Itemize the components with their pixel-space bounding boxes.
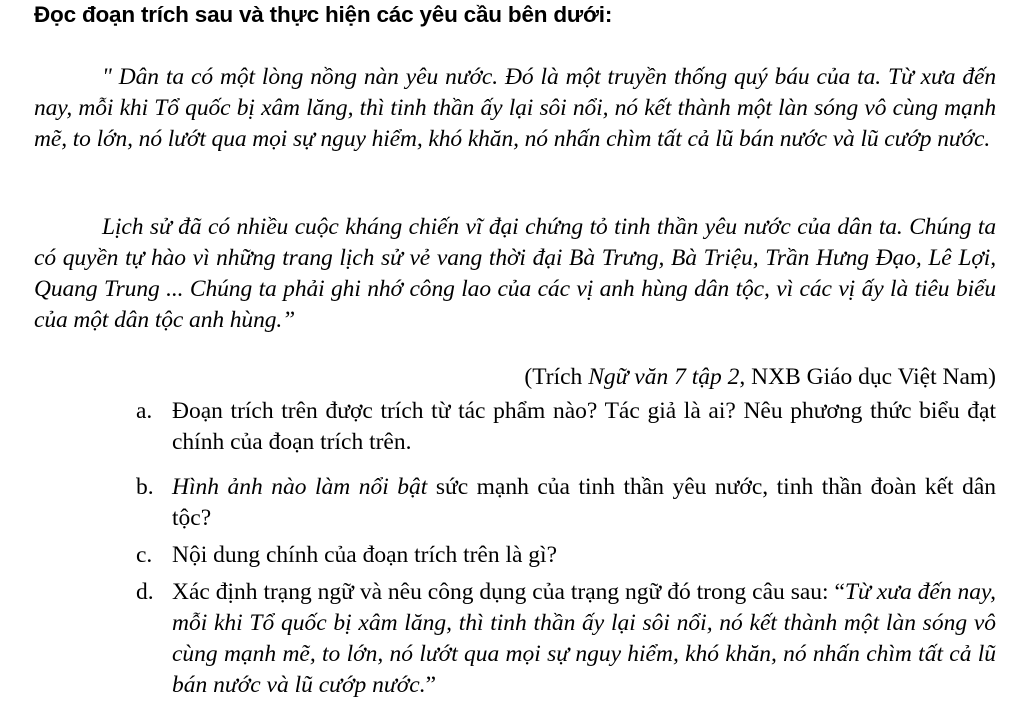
question-d xyxy=(136,577,996,701)
question-text-wrapper xyxy=(172,577,996,701)
question-text: Đoạn trích trên được trích từ tác phẩm nào? Tác giả là ai? Nêu phương thức biểu đạt chính của đoạn trích trên. xyxy=(172,398,996,455)
source-book-title: Ngữ văn 7 tập 2 xyxy=(588,364,740,390)
question-letter: c. xyxy=(136,542,153,568)
quoted-sentence: Từ xưa đến nay, mỗi khi Tổ quốc bị xâm lăng, thì tinh thần ấy lại sôi nổi, nó kết thành một làn sóng vô cùng mạnh mẽ, to lớn, nó lướt qua mọi sự nguy hiểm, khó khăn, nó nhấn chìm tất cả lũ bán nước và lũ cướp nước. xyxy=(172,579,996,698)
question-letter: a. xyxy=(136,398,153,424)
passage-paragraph-1: " Dân ta có một lòng nồng nàn yêu nước. Đó là một truyền thống quý báu của ta. Từ xưa đến nay, mỗi khi Tổ quốc bị xâm lăng, thì tinh thần ấy lại sôi nổi, nó kết thành một làn sóng vô cùng mạnh mẽ, to lớn, nó lướt qua mọi sự nguy hiểm, khó khăn, nó nhấn chìm tất cả lũ bán nước và lũ cướp nước. xyxy=(34,64,996,152)
question-a xyxy=(136,396,996,458)
question-text: Xác định trạng ngữ và nêu công dụng của trạng ngữ đó trong câu sau: “ xyxy=(172,579,845,605)
question-letter: d. xyxy=(136,579,154,605)
question-text: sức mạnh của tinh thần yêu nước, tinh thần đoàn kết dân tộc? xyxy=(172,474,996,531)
source-citation xyxy=(524,362,996,393)
question-letter: b. xyxy=(136,474,154,500)
question-b xyxy=(136,472,996,534)
question-text: Nội dung chính của đoạn trích trên là gì? xyxy=(172,542,558,568)
question-italic-phrase: Hình ảnh nào làm nổi bật xyxy=(172,474,428,500)
closing-quote: ” xyxy=(425,672,437,698)
exercise-heading: Đọc đoạn trích sau và thực hiện các yêu cầu bên dưới: xyxy=(34,2,613,27)
source-prefix: (Trích xyxy=(524,364,589,390)
source-suffix: , NXB Giáo dục Việt Nam) xyxy=(739,364,996,390)
question-text-wrapper xyxy=(172,472,996,534)
passage-paragraph-2: Lịch sử đã có nhiều cuộc kháng chiến vĩ đại chứng tỏ tinh thần yêu nước của dân ta. Chúng ta có quyền tự hào vì những trang lịch sử vẻ vang thời đại Bà Trưng, Bà Triệu, Trần Hưng Đạo, Lê Lợi, Quang Trung ... Chúng ta phải ghi nhớ công lao của các vị anh hùng dân tộc, vì các vị ấy là tiêu biểu của một dân tộc anh hùng.” xyxy=(34,214,996,333)
question-c xyxy=(136,540,996,571)
